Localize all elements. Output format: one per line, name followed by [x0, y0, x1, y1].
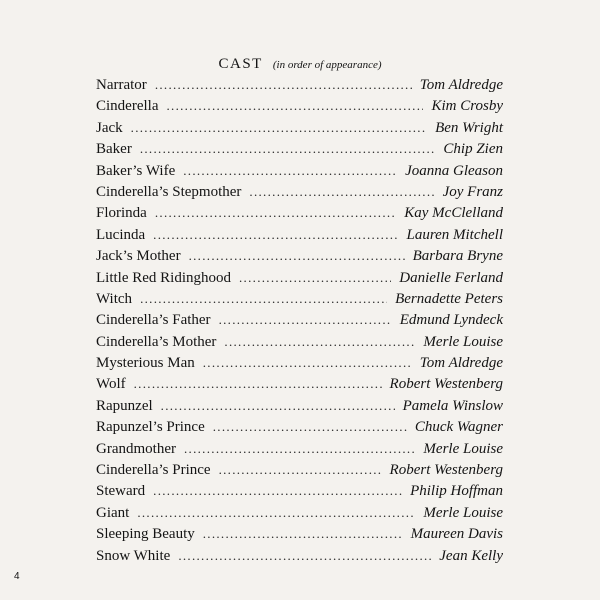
role-name: Witch: [96, 290, 133, 307]
dot-leader: [153, 224, 398, 245]
role-name: Sleeping Beauty: [96, 526, 195, 543]
dot-leader: [155, 202, 396, 223]
actor-name: Joanna Gleason: [405, 162, 503, 179]
dot-leader: [239, 267, 391, 288]
cast-entry: [96, 74, 503, 95]
cast-entry: [96, 138, 503, 159]
dot-leader: [134, 373, 382, 394]
actor-name: Merle Louise: [423, 440, 503, 457]
actor-name: Pamela Winslow: [402, 397, 503, 414]
dot-leader: [137, 502, 415, 523]
dot-leader: [219, 309, 392, 330]
dot-leader: [219, 459, 382, 480]
cast-entry: [96, 181, 503, 202]
cast-title: CAST: [218, 56, 263, 72]
dot-leader: [184, 438, 415, 459]
role-name: Little Red Ridinghood: [96, 269, 231, 286]
cast-subtitle: (in order of appearance): [272, 59, 382, 71]
role-name: Jack: [96, 119, 123, 136]
cast-entry: [96, 160, 503, 181]
actor-name: Lauren Mitchell: [406, 226, 503, 243]
dot-leader: [203, 523, 403, 544]
cast-entry: [96, 95, 503, 116]
dot-leader: [166, 95, 423, 116]
dot-leader: [161, 395, 395, 416]
cast-heading: [0, 55, 600, 73]
dot-leader: [153, 480, 402, 501]
role-name: Mysterious Man: [96, 355, 195, 372]
role-name: Cinderella’s Stepmother: [96, 183, 242, 200]
cast-entry: [96, 480, 503, 501]
role-name: Rapunzel: [96, 397, 153, 414]
cast-entry: [96, 117, 503, 138]
cast-entry: [96, 267, 503, 288]
cast-entry: [96, 438, 503, 459]
role-name: Wolf: [96, 376, 126, 393]
dot-leader: [131, 117, 427, 138]
actor-name: Kim Crosby: [431, 98, 503, 115]
cast-entry: [96, 202, 503, 223]
cast-entry: [96, 352, 503, 373]
actor-name: Merle Louise: [423, 333, 503, 350]
dot-leader: [249, 181, 434, 202]
role-name: Cinderella’s Mother: [96, 333, 217, 350]
actor-name: Robert Westenberg: [389, 376, 503, 393]
cast-entry: [96, 331, 503, 352]
dot-leader: [183, 160, 397, 181]
dot-leader: [213, 416, 407, 437]
role-name: Giant: [96, 504, 130, 521]
cast-entry: [96, 523, 503, 544]
dot-leader: [140, 288, 387, 309]
cast-entry: [96, 373, 503, 394]
actor-name: Joy Franz: [442, 183, 503, 200]
cast-entry: [96, 395, 503, 416]
dot-leader: [203, 352, 412, 373]
dot-leader: [189, 245, 405, 266]
actor-name: Philip Hoffman: [410, 483, 503, 500]
actor-name: Chuck Wagner: [414, 419, 503, 436]
role-name: Cinderella’s Father: [96, 312, 211, 329]
role-name: Cinderella: [96, 98, 159, 115]
dot-leader: [224, 331, 415, 352]
actor-name: Kay McClelland: [404, 205, 503, 222]
role-name: Narrator: [96, 77, 147, 93]
cast-entry: [96, 288, 503, 309]
role-name: Cinderella’s Prince: [96, 462, 211, 479]
cast-entry: [96, 224, 503, 245]
actor-name: Chip Zien: [443, 141, 503, 158]
actor-name: Edmund Lyndeck: [399, 312, 503, 329]
actor-name: Bernadette Peters: [395, 290, 503, 307]
role-name: Baker’s Wife: [96, 162, 176, 179]
cast-list: [96, 74, 503, 566]
role-name: Snow White: [96, 547, 171, 564]
cast-entry: [96, 416, 503, 437]
cast-entry: [96, 459, 503, 480]
role-name: Lucinda: [96, 226, 146, 243]
actor-name: Robert Westenberg: [389, 462, 503, 479]
role-name: Baker: [96, 141, 132, 158]
actor-name: Maureen Davis: [410, 526, 503, 543]
actor-name: Tom Aldredge: [419, 355, 503, 372]
actor-name: Tom Aldredge: [419, 77, 503, 93]
page-number: 4: [14, 571, 20, 582]
role-name: Jack’s Mother: [96, 248, 181, 265]
dot-leader: [140, 138, 436, 159]
cast-entry: [96, 245, 503, 266]
actor-name: Danielle Ferland: [399, 269, 503, 286]
actor-name: Barbara Bryne: [412, 248, 503, 265]
role-name: Florinda: [96, 205, 147, 222]
cast-entry: [96, 545, 503, 566]
actor-name: Merle Louise: [423, 504, 503, 521]
dot-leader: [155, 74, 412, 95]
role-name: Steward: [96, 483, 146, 500]
role-name: Grandmother: [96, 440, 176, 457]
cast-entry: [96, 309, 503, 330]
dot-leader: [178, 545, 431, 566]
actor-name: Ben Wright: [435, 119, 503, 136]
cast-entry: [96, 502, 503, 523]
actor-name: Jean Kelly: [439, 547, 503, 564]
role-name: Rapunzel’s Prince: [96, 419, 205, 436]
